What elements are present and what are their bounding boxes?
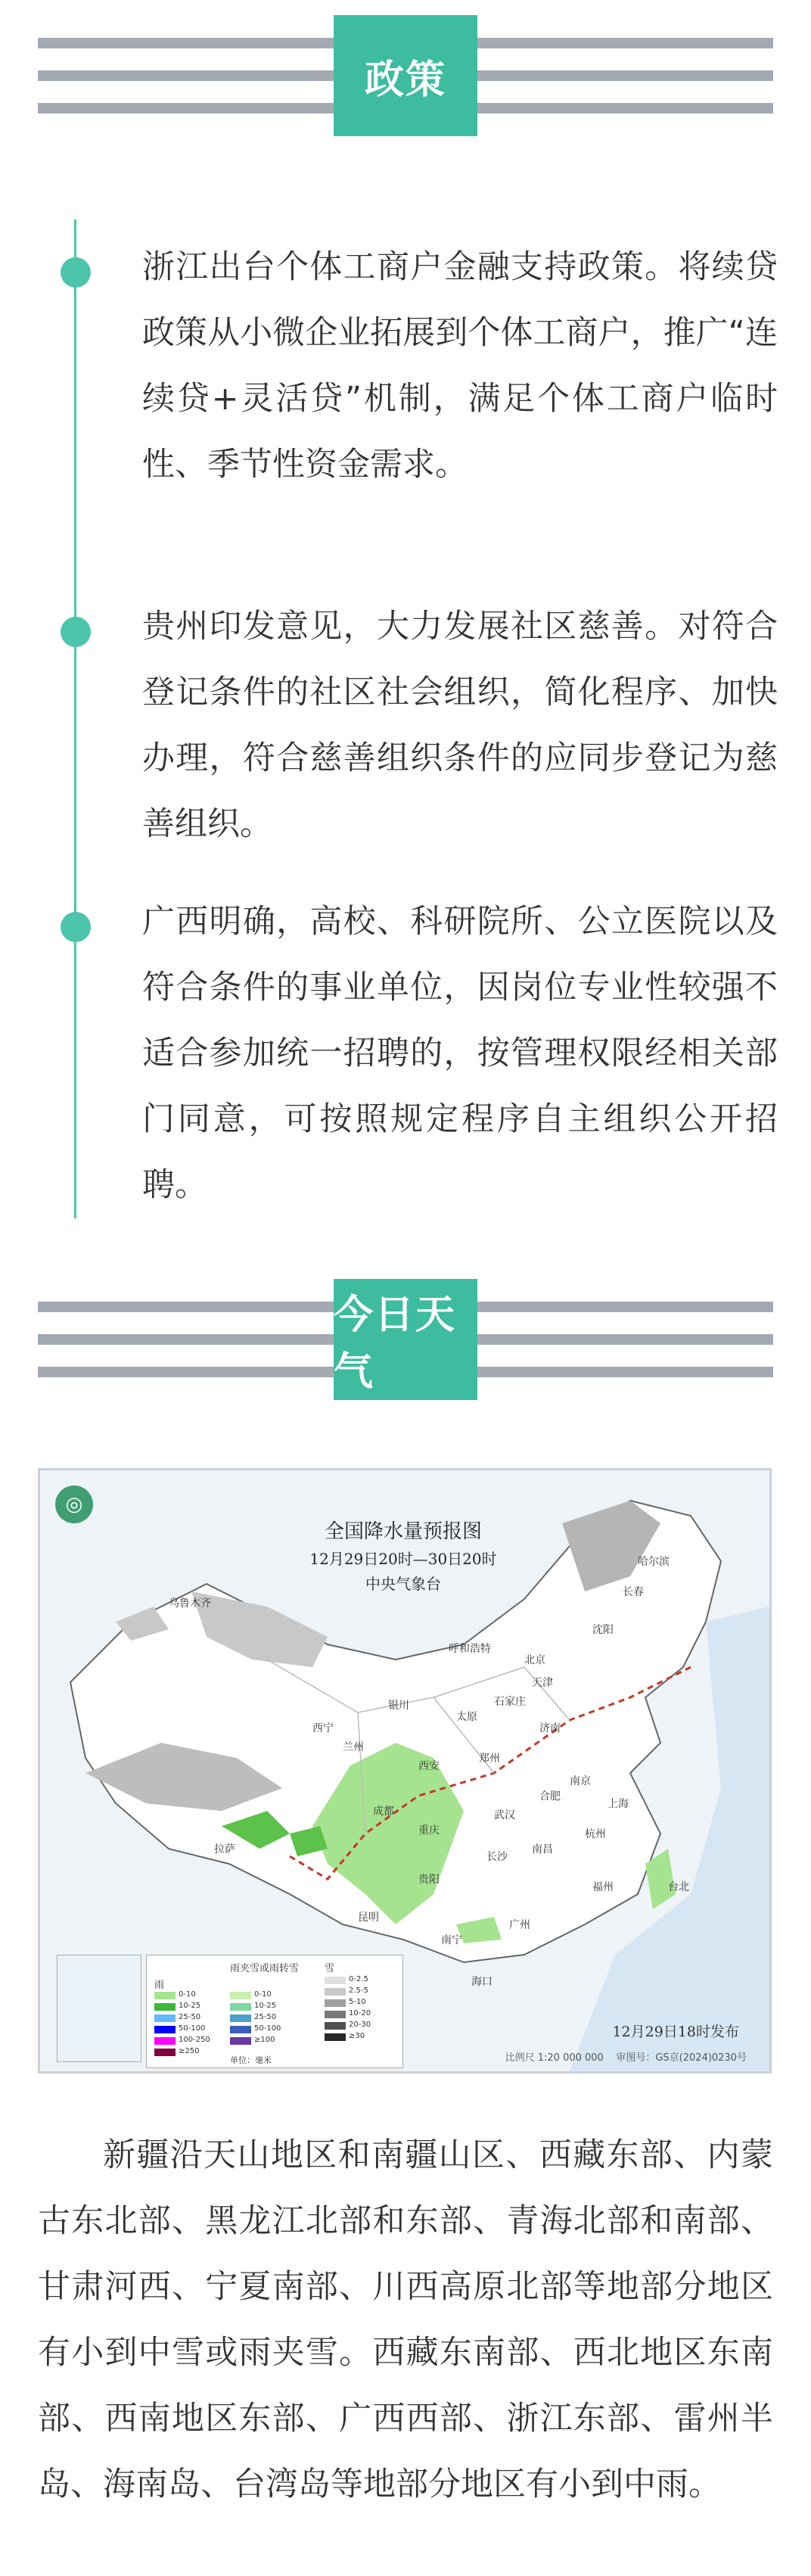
city-label: 兰州 [343, 1741, 364, 1753]
legend-swatch [230, 2003, 251, 2011]
legend-value: 10-25 [254, 2002, 277, 2010]
city-label: 西宁 [312, 1722, 334, 1734]
city-label: 乌鲁木齐 [169, 1598, 211, 1610]
south-china-sea-inset [57, 1955, 141, 2062]
legend-swatch [325, 1977, 346, 1984]
legend-swatch [154, 2003, 176, 2011]
cma-logo-icon: ◎ [55, 1486, 93, 1523]
policy-item-text: 浙江出台个体工商户金融支持政策。将续贷政策从小微企业拓展到个体工商户，推广“连续贷+灵活贷”机制，满足个体工商户临时性、季节性资金需求。 [142, 248, 778, 484]
legend-swatch [230, 1992, 251, 1999]
map-title: 全国降水量预报图 [324, 1520, 482, 1543]
city-label: 重庆 [418, 1825, 440, 1837]
city-label: 石家庄 [494, 1696, 526, 1708]
map-title-block [267, 1516, 539, 1594]
legend-value: 50-100 [179, 2024, 206, 2033]
legend-value: 10-20 [349, 2009, 371, 2018]
weather-section-title: 今日天气 [334, 1279, 477, 1400]
legend-mixed-label: 雨夹雪或雨转雪 [230, 1963, 300, 1974]
legend-value: 10-25 [179, 2002, 201, 2010]
map-footer [505, 2049, 747, 2064]
weather-forecast-text: 新疆沿天山地区和南疆山区、西藏东部、内蒙古东北部、黑龙江北部和东部、青海北部和南部、甘肃河西、宁夏南部、川西高原北部等地部分地区有小到中雪或雨夹雪。西藏东南部、西北地区东南部、西南地区东部、广西西部、浙江东部、雷州半岛、海南岛、台湾岛等地部分地区有小到中雨。 [38, 2136, 773, 2503]
map-publish-time: 12月29日18时发布 [612, 2024, 739, 2040]
legend-value: 100-250 [179, 2036, 210, 2044]
legend-value: 0-10 [179, 1990, 196, 1999]
city-label: 武汉 [494, 1809, 515, 1822]
legend-value: 2.5-5 [349, 1986, 368, 1995]
timeline-dot [61, 257, 91, 288]
legend-swatch [230, 2026, 251, 2033]
city-label: 郑州 [479, 1753, 500, 1765]
city-label: 合肥 [539, 1790, 561, 1803]
city-label: 天津 [532, 1677, 553, 1689]
city-label: 北京 [524, 1654, 545, 1666]
city-label: 呼和浩特 [449, 1643, 491, 1655]
legend-swatch [154, 1992, 176, 1999]
legend-value: 25-50 [254, 2013, 277, 2021]
legend-value: ≥250 [179, 2047, 200, 2055]
city-label: 长沙 [486, 1851, 508, 1863]
legend-swatch [154, 2049, 176, 2056]
legend-value: 25-50 [179, 2013, 201, 2021]
city-label: 台北 [668, 1881, 689, 1893]
legend-swatch [325, 2033, 346, 2041]
timeline-dot [61, 617, 91, 647]
timeline-line [74, 219, 76, 1218]
legend-swatch [154, 2037, 176, 2045]
city-label: 银川 [388, 1700, 409, 1712]
city-label: 哈尔滨 [638, 1556, 670, 1568]
city-label: 福州 [592, 1881, 614, 1893]
map-issuer: 中央气象台 [365, 1575, 441, 1593]
legend-value: 5-10 [349, 1998, 366, 2006]
policy-section-header [38, 15, 773, 136]
city-label: 成都 [373, 1806, 394, 1818]
policy-item-text: 贵州印发意见，大力发展社区慈善。对符合登记条件的社区社会组织，简化程序、加快办理，符合慈善组织条件的应同步登记为慈善组织。 [142, 608, 778, 843]
legend-swatch [325, 1999, 346, 2007]
legend-value: ≥100 [254, 2036, 275, 2044]
policy-item-text: 广西明确，高校、科研院所、公立医院以及符合条件的事业单位，因岗位专业性较强不适合参加统一招聘的，按管理权限经相关部门同意，可按照规定程序自主组织公开招聘。 [142, 903, 778, 1204]
timeline-dot [61, 912, 91, 942]
legend-value: ≥30 [349, 2032, 365, 2040]
city-label: 西安 [418, 1760, 440, 1772]
legend-value: 0-10 [254, 1990, 272, 1999]
legend-unit: 单位：毫米 [230, 2055, 272, 2065]
map-legend [146, 1955, 403, 2068]
city-label: 长春 [623, 1586, 644, 1598]
weather-section-header [38, 1279, 773, 1400]
city-label: 南京 [570, 1775, 591, 1787]
legend-rain-label: 雨 [154, 1980, 165, 1991]
city-label: 南宁 [441, 1934, 462, 1946]
legend-value: 0-2.5 [349, 1975, 368, 1983]
city-label: 太原 [456, 1711, 477, 1723]
city-label: 昆明 [358, 1912, 379, 1924]
city-label: 杭州 [585, 1828, 606, 1840]
city-label: 广州 [509, 1919, 530, 1931]
legend-swatch [325, 2011, 346, 2018]
precipitation-forecast-map [38, 1468, 772, 2074]
city-label: 海口 [471, 1976, 493, 1988]
legend-swatch [154, 2014, 176, 2022]
city-label: 沈阳 [592, 1624, 614, 1636]
legend-value: 50-100 [254, 2024, 281, 2033]
policy-section-title: 政策 [334, 15, 477, 136]
city-label: 贵阳 [418, 1874, 440, 1886]
map-scale: 比例尺 1:20 000 000 [505, 2052, 604, 2064]
legend-swatch [230, 2014, 251, 2022]
city-label: 南昌 [532, 1843, 553, 1856]
legend-swatch [230, 2037, 251, 2045]
legend-swatch [325, 2022, 346, 2030]
legend-snow-label: 雪 [325, 1963, 335, 1974]
map-approval: 审图号：GS京(2024)0230号 [616, 2052, 747, 2064]
city-label: 上海 [607, 1798, 629, 1810]
legend-swatch [154, 2026, 176, 2033]
city-label: 拉萨 [214, 1843, 235, 1856]
city-label: 济南 [539, 1722, 561, 1734]
legend-value: 20-30 [349, 2021, 371, 2029]
map-period: 12月29日20时—30日20时 [309, 1550, 497, 1568]
legend-swatch [325, 1988, 346, 1996]
